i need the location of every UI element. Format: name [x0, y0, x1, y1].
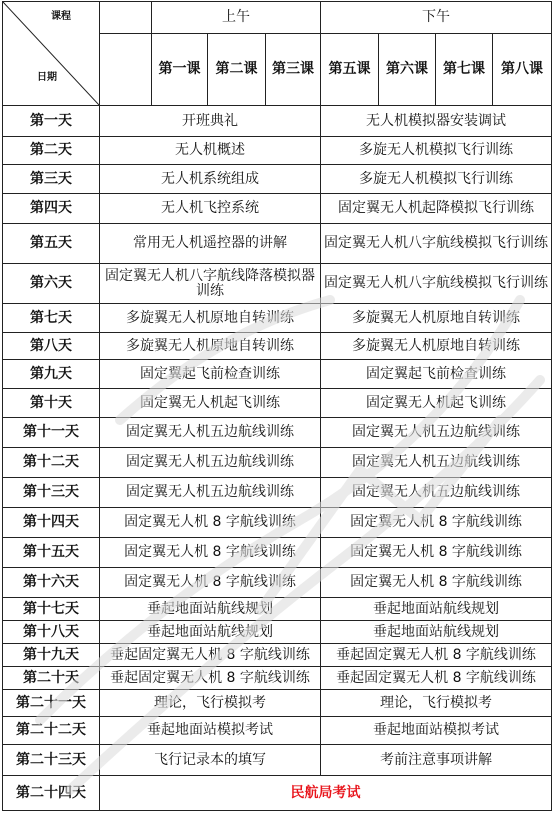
morning-course-cell: 固定翼起飞前检查训练: [100, 360, 321, 389]
afternoon-course-cell: 考前注意事项讲解: [321, 745, 552, 776]
table-row: [3, 478, 552, 508]
day-cell: 第二十四天: [3, 776, 100, 811]
day-cell: 第十三天: [3, 478, 100, 508]
afternoon-course-cell: 固定翼无人机起飞训练: [321, 389, 552, 418]
day-cell: 第十一天: [3, 418, 100, 448]
day-cell: 第九天: [3, 360, 100, 389]
morning-course-cell: 多旋翼无人机原地自转训练: [100, 304, 321, 333]
morning-course-cell: 理论，飞行模拟考: [100, 690, 321, 717]
corner-course-label: 课程: [51, 11, 71, 22]
afternoon-course-cell: 固定翼无人机八字航线模拟飞行训练: [321, 264, 552, 304]
morning-course-cell: 开班典礼: [100, 106, 321, 137]
table-row: [3, 224, 552, 264]
day-cell: 第二十二天: [3, 717, 100, 745]
day-cell: 第八天: [3, 333, 100, 360]
morning-course-cell: 固定翼无人机五边航线训练: [100, 478, 321, 508]
lesson-header: 第三课: [266, 34, 321, 106]
day-cell: 第二十三天: [3, 745, 100, 776]
table-row: [3, 745, 552, 776]
table-row: [3, 418, 552, 448]
afternoon-course-cell: 固定翼起飞前检查训练: [321, 360, 552, 389]
day-cell: 第二十一天: [3, 690, 100, 717]
lesson-blank-cell: [100, 34, 152, 106]
table-row: [3, 644, 552, 667]
day-cell: 第十六天: [3, 568, 100, 598]
morning-course-cell: 固定翼无人机五边航线训练: [100, 448, 321, 478]
afternoon-course-cell: 固定翼无人机起降模拟飞行训练: [321, 194, 552, 224]
table-row: [3, 389, 552, 418]
afternoon-course-cell: 垂起地面站航线规划: [321, 598, 552, 621]
afternoon-course-cell: 垂起固定翼无人机 8 字航线训练: [321, 644, 552, 667]
day-cell: 第四天: [3, 194, 100, 224]
day-cell: 第十二天: [3, 448, 100, 478]
day-cell: 第二天: [3, 137, 100, 165]
morning-course-cell: 垂起固定翼无人机 8 字航线训练: [100, 667, 321, 690]
table-row: [3, 568, 552, 598]
afternoon-course-cell: 固定翼无人机五边航线训练: [321, 478, 552, 508]
table-row: [3, 508, 552, 538]
table-row: [3, 137, 552, 165]
morning-header: 上午: [152, 2, 321, 34]
afternoon-course-cell: 垂起地面站航线规划: [321, 621, 552, 644]
day-cell: 第六天: [3, 264, 100, 304]
afternoon-course-cell: 多旋无人机模拟飞行训练: [321, 165, 552, 194]
day-cell: 第十四天: [3, 508, 100, 538]
table-row: [3, 448, 552, 478]
day-cell: 第二十天: [3, 667, 100, 690]
morning-course-cell: 垂起地面站航线规划: [100, 621, 321, 644]
afternoon-course-cell: 理论，飞行模拟考: [321, 690, 552, 717]
header-blank-cell: [100, 2, 152, 34]
afternoon-course-cell: 无人机模拟器安装调试: [321, 106, 552, 137]
afternoon-course-cell: 固定翼无人机 8 字航线训练: [321, 508, 552, 538]
afternoon-header: 下午: [321, 2, 552, 34]
corner-date-label: 日期: [37, 72, 57, 83]
lesson-header: 第五课: [321, 34, 379, 106]
morning-course-cell: 常用无人机遥控器的讲解: [100, 224, 321, 264]
corner-header-cell: [3, 2, 100, 106]
afternoon-course-cell: 固定翼无人机 8 字航线训练: [321, 538, 552, 568]
morning-course-cell: 多旋翼无人机原地自转训练: [100, 333, 321, 360]
table-row: [3, 106, 552, 137]
morning-course-cell: 固定翼无人机 8 字航线训练: [100, 538, 321, 568]
day-cell: 第十七天: [3, 598, 100, 621]
afternoon-course-cell: 多旋无人机模拟飞行训练: [321, 137, 552, 165]
day-cell: 第十五天: [3, 538, 100, 568]
afternoon-course-cell: 固定翼无人机五边航线训练: [321, 448, 552, 478]
table-row: [3, 598, 552, 621]
table-row: [3, 264, 552, 304]
morning-course-cell: 固定翼无人机起飞训练: [100, 389, 321, 418]
morning-course-cell: 固定翼无人机 8 字航线训练: [100, 568, 321, 598]
table-row: [3, 333, 552, 360]
day-cell: 第一天: [3, 106, 100, 137]
table-row: [3, 667, 552, 690]
morning-course-cell: 垂起地面站模拟考试: [100, 717, 321, 745]
exam-row: [3, 776, 552, 811]
morning-course-cell: 固定翼无人机五边航线训练: [100, 418, 321, 448]
lesson-header: 第八课: [493, 34, 552, 106]
afternoon-course-cell: 垂起地面站模拟考试: [321, 717, 552, 745]
afternoon-course-cell: 垂起固定翼无人机 8 字航线训练: [321, 667, 552, 690]
lesson-header: 第一课: [152, 34, 208, 106]
lesson-header: 第六课: [379, 34, 436, 106]
day-cell: 第五天: [3, 224, 100, 264]
exam-cell: 民航局考试: [100, 776, 552, 811]
morning-course-cell: 垂起地面站航线规划: [100, 598, 321, 621]
day-cell: 第七天: [3, 304, 100, 333]
morning-course-cell: 无人机系统组成: [100, 165, 321, 194]
morning-course-cell: 垂起固定翼无人机 8 字航线训练: [100, 644, 321, 667]
table-row: [3, 621, 552, 644]
afternoon-course-cell: 固定翼无人机五边航线训练: [321, 418, 552, 448]
header-row-periods: [3, 2, 552, 34]
table-row: [3, 690, 552, 717]
table-row: [3, 538, 552, 568]
afternoon-course-cell: 多旋翼无人机原地自转训练: [321, 304, 552, 333]
lesson-header: 第七课: [436, 34, 493, 106]
morning-course-cell: 固定翼无人机八字航线降落模拟器训练: [100, 264, 321, 304]
morning-course-cell: 无人机飞控系统: [100, 194, 321, 224]
afternoon-course-cell: 固定翼无人机八字航线模拟飞行训练: [321, 224, 552, 264]
morning-course-cell: 飞行记录本的填写: [100, 745, 321, 776]
day-cell: 第十天: [3, 389, 100, 418]
day-cell: 第十八天: [3, 621, 100, 644]
table-row: [3, 194, 552, 224]
day-cell: 第三天: [3, 165, 100, 194]
table-row: [3, 165, 552, 194]
afternoon-course-cell: 固定翼无人机 8 字航线训练: [321, 568, 552, 598]
table-row: [3, 360, 552, 389]
morning-course-cell: 无人机概述: [100, 137, 321, 165]
table-row: [3, 304, 552, 333]
schedule-table: [2, 1, 552, 811]
morning-course-cell: 固定翼无人机 8 字航线训练: [100, 508, 321, 538]
afternoon-course-cell: 多旋翼无人机原地自转训练: [321, 333, 552, 360]
table-row: [3, 717, 552, 745]
day-cell: 第十九天: [3, 644, 100, 667]
lesson-header: 第二课: [208, 34, 266, 106]
